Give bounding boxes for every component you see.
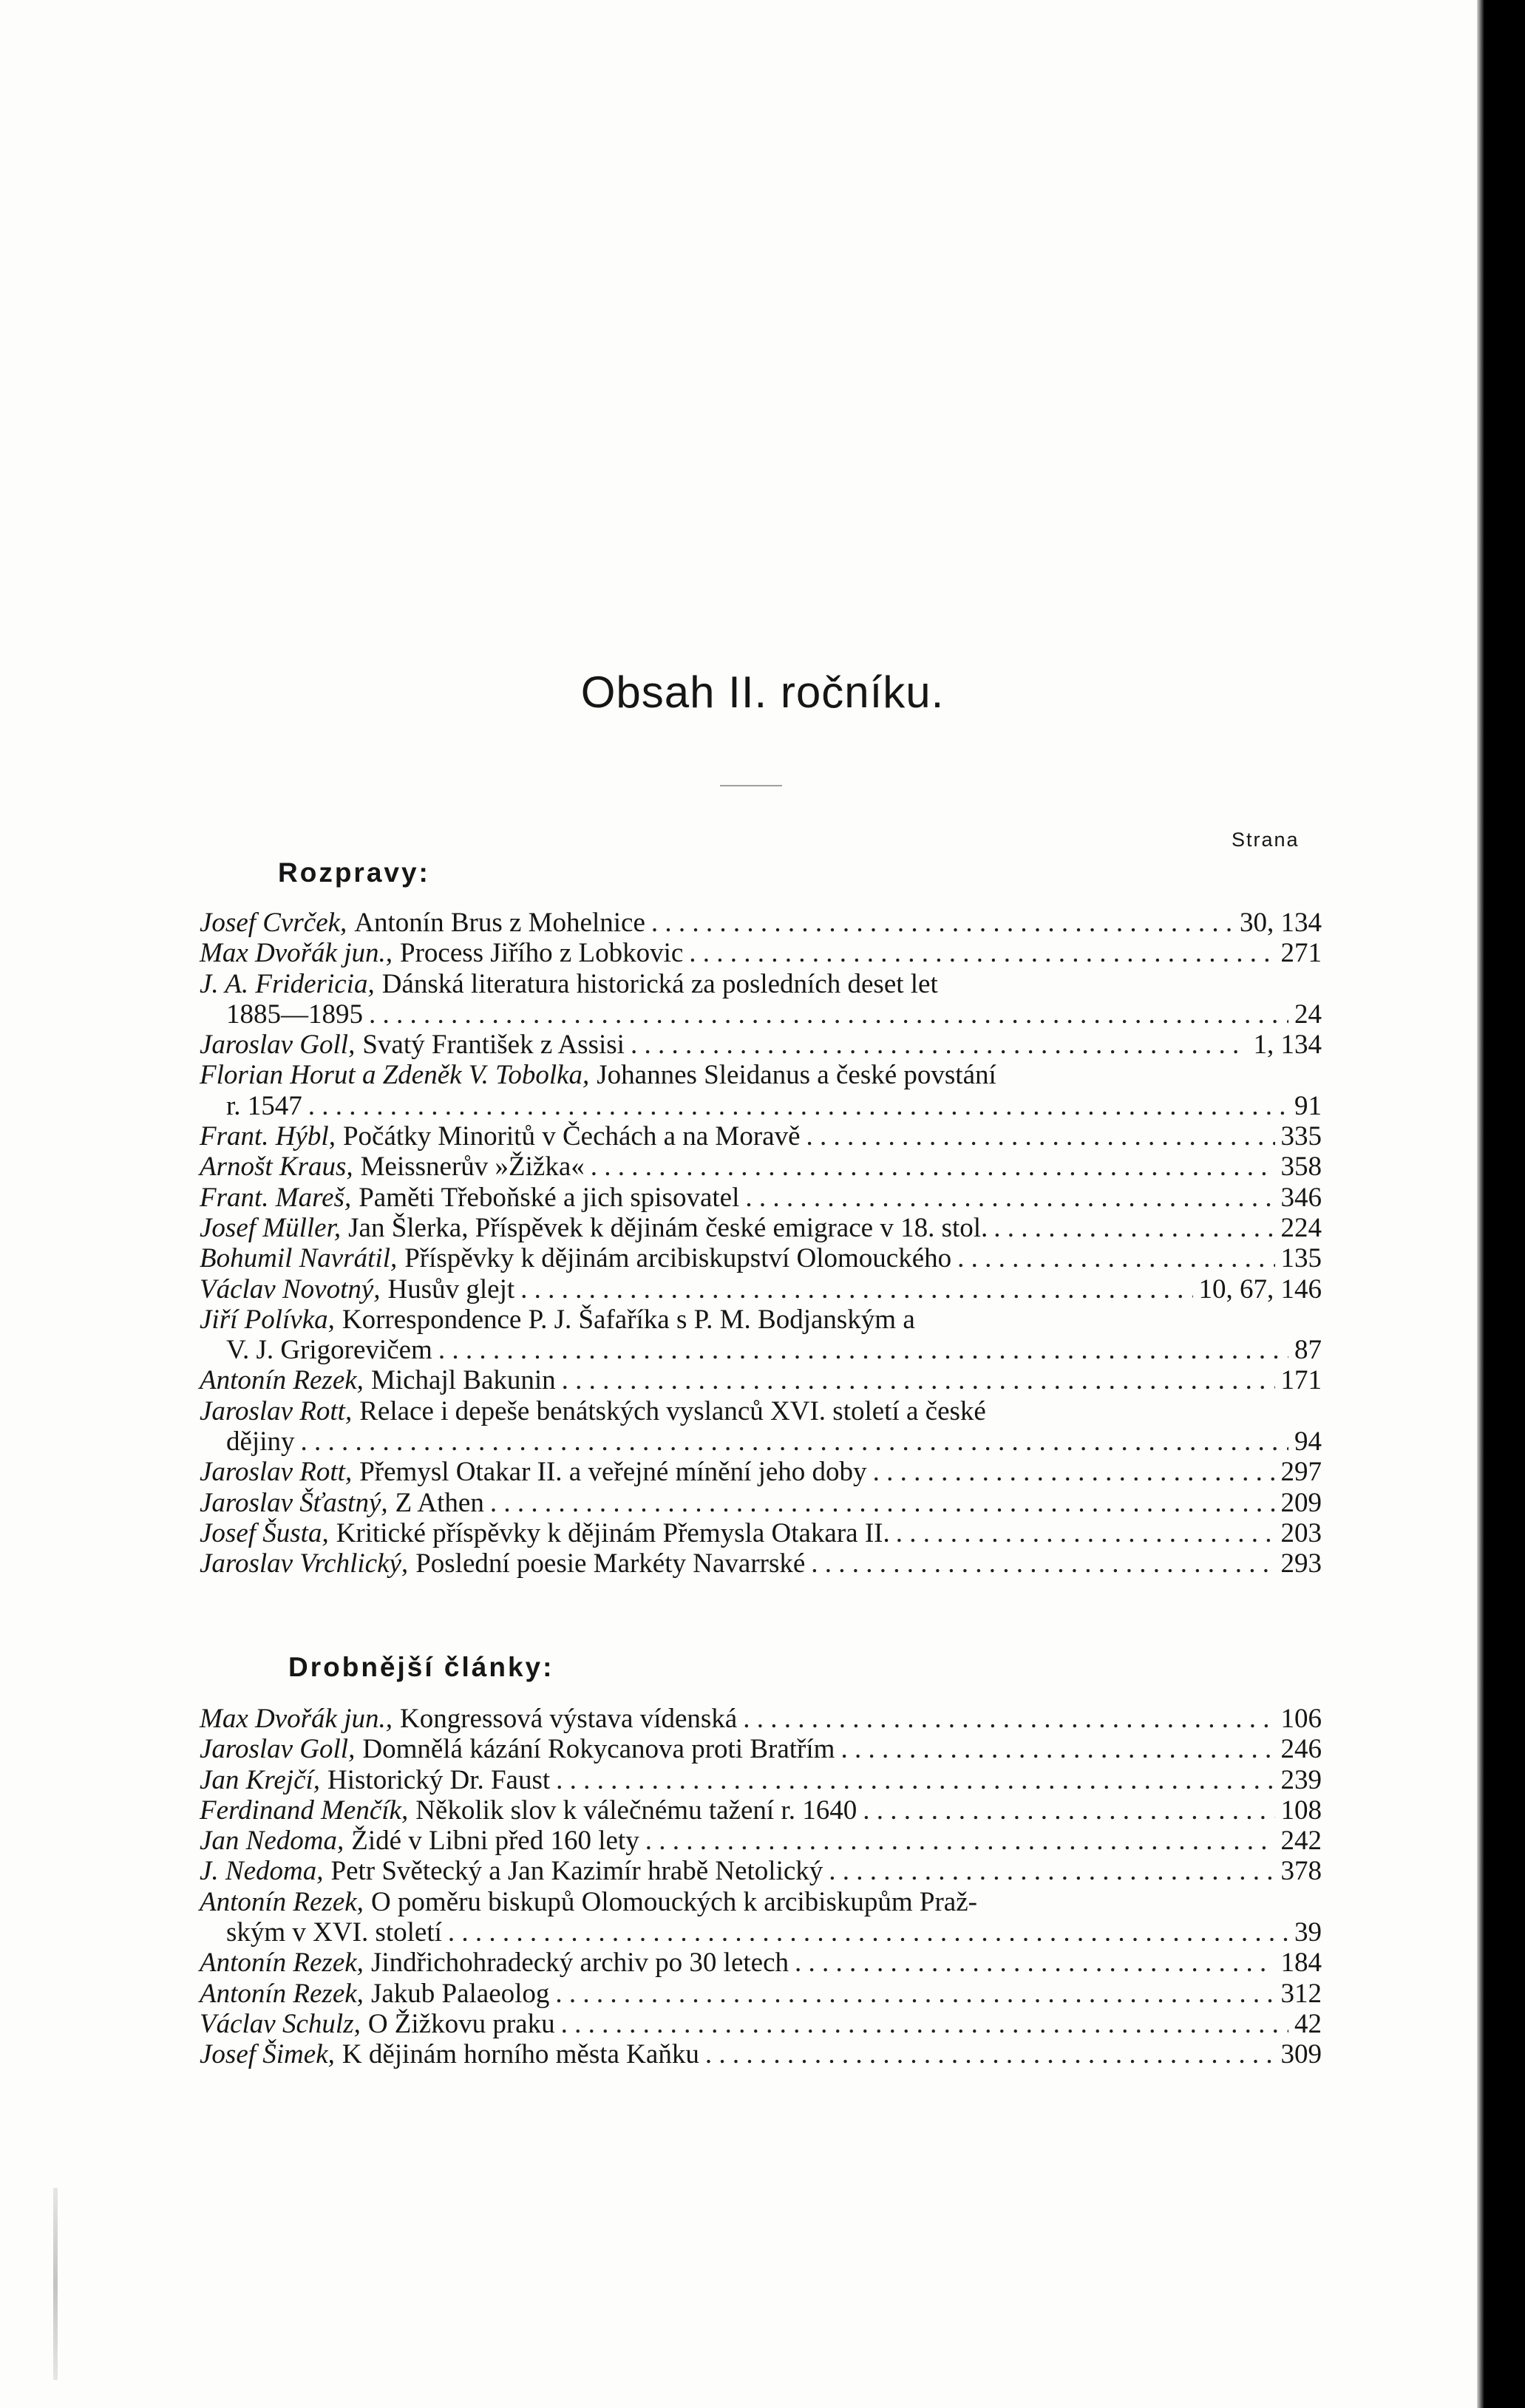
toc-entry-line [200,1979,1322,2009]
toc-entry-line [200,1518,1322,1548]
toc-author: J. A. Fridericia, [200,968,375,999]
toc-pages: 42 [1294,2008,1322,2039]
toc-author: Jaroslav Rott, [200,1457,353,1488]
toc-pages: 91 [1294,1090,1322,1121]
toc-pages: 184 [1280,1948,1322,1979]
toc-entry [200,1887,1322,1948]
toc-author: Jan Nedoma, [200,1826,344,1857]
toc-entry-line [200,1826,1322,1856]
toc-entry [200,1548,1322,1579]
toc-author: Max Dvořák jun., [200,1704,393,1734]
toc-entry [200,1030,1322,1060]
dot-leader [811,1548,1274,1579]
toc-entry-line [200,908,1322,938]
dot-leader [490,1488,1275,1518]
toc-entry [200,1979,1322,2009]
toc-pages: 106 [1280,1704,1322,1734]
toc-entry [200,1704,1322,1734]
toc-title: Historický Dr. Faust [327,1764,551,1795]
toc-author: Frant. Hýbl, [200,1121,336,1152]
toc-author: Antonín Rezek, [200,1886,364,1917]
toc-title: Antonín Brus z Mohelnice [354,908,645,938]
toc-entry-line [200,1795,1322,1826]
toc-entry-line [200,2009,1322,2039]
toc-pages: 246 [1280,1734,1322,1765]
toc-pages: 108 [1280,1795,1322,1826]
dot-leader [795,1948,1274,1978]
toc-entry-line [200,1152,1322,1182]
dot-leader [873,1457,1275,1487]
dot-leader [438,1335,1288,1365]
toc-author: Josef Cvrček, [200,908,347,938]
toc-entry-line [200,1488,1322,1518]
dot-leader [591,1152,1275,1182]
toc-pages: 358 [1280,1152,1322,1183]
toc-entry-line [200,1548,1322,1579]
toc-title: Petr Světecký a Jan Kazimír hrabě Netolický [330,1856,823,1887]
toc-title: Husův glejt [387,1273,515,1305]
toc-title-continuation: r. 1547 [226,1090,302,1121]
toc-entry [200,969,1322,1030]
toc-title-continuation: 1885—1895 [226,999,363,1030]
toc-entry [200,1856,1322,1886]
toc-entry-line [200,1396,1322,1426]
dot-leader [651,908,1234,938]
toc-entry [200,1183,1322,1213]
toc-pages: 309 [1280,2039,1322,2070]
toc-entry [200,2009,1322,2039]
toc-title: Jakub Palaeolog [370,1978,550,2009]
toc-entry [200,1305,1322,1366]
toc-entry [200,1396,1322,1458]
toc-author: Václav Schulz, [200,2008,361,2039]
toc-author: Josef Šusta, [200,1517,329,1548]
toc-entry-line [200,1887,1322,1917]
toc-pages: 378 [1280,1856,1322,1887]
toc-pages: 271 [1280,938,1322,969]
toc-author: Ferdinand Menčík, [200,1795,409,1826]
toc-pages: 335 [1280,1121,1322,1152]
toc-entry-line [200,1856,1322,1886]
dot-leader [806,1121,1275,1152]
toc-title: Počátky Minoritů v Čechách a na Moravě [342,1121,801,1152]
toc-pages: 224 [1280,1212,1322,1243]
toc-title: Domnělá kázání Rokycanova proti Bratřím [362,1734,835,1765]
toc-title: Několik slov k válečnému tažení r. 1640 [415,1795,857,1826]
dot-leader [689,938,1274,968]
toc-entry [200,908,1322,938]
toc-author: Jaroslav Goll, [200,1734,356,1765]
dot-leader [300,1426,1288,1457]
dot-leader [555,1979,1274,2009]
toc-entry-line [200,1030,1322,1060]
toc-pages: 1, 134 [1253,1030,1322,1061]
section-heading-drobnejsi: Drobnější články: [288,1652,554,1682]
dot-leader [745,1183,1274,1213]
toc-entry-continuation [200,999,1322,1030]
dot-leader [705,2039,1275,2069]
toc-title: Korrespondence P. J. Šafaříka s P. M. Bodjanským a [342,1304,915,1335]
dot-leader [743,1704,1274,1734]
toc-author: Jaroslav Vrchlický, [200,1548,409,1579]
page-title: Obsah II. ročníku. [580,667,945,717]
toc-pages: 135 [1280,1243,1322,1274]
toc-author: Václav Novotný, [200,1273,381,1305]
toc-pages: 293 [1280,1548,1322,1579]
toc-title: Z Athen [395,1487,484,1518]
toc-pages: 30, 134 [1240,908,1322,938]
dot-leader [369,999,1288,1030]
toc-entry-line [200,1704,1322,1734]
dot-leader [556,1765,1274,1795]
toc-entry-line [200,969,1322,999]
toc-title: Meissnerův »Žižka« [360,1152,585,1183]
toc-entry-line [200,1060,1322,1090]
toc-entry [200,1948,1322,1978]
scan-artifact [53,2188,58,2380]
toc-entry-line [200,1948,1322,1978]
toc-author: Arnošt Kraus, [200,1152,353,1183]
toc-title: K dějinám horního města Kaňku [342,2039,699,2070]
toc-entry-line [200,1765,1322,1795]
toc-pages: 312 [1280,1978,1322,2009]
toc-title: Relace i depeše benátských vyslanců XVI. století a české [359,1395,986,1426]
toc-title: O Žižkovu praku [367,2008,555,2039]
toc-author: Antonín Rezek, [200,1365,364,1396]
toc-title: Johannes Sleidanus a české povstání [597,1060,996,1091]
dot-leader [829,1856,1274,1886]
toc-pages: 171 [1280,1365,1322,1396]
toc-author: Jaroslav Goll, [200,1030,356,1061]
toc-pages: 203 [1280,1517,1322,1548]
toc-title: Židé v Libni před 160 lety [351,1826,639,1857]
toc-title: Jan Šlerka, Příspěvek k dějinám české emigrace v 18. stol. [348,1212,988,1243]
toc-entry-continuation [200,1917,1322,1948]
toc-pages: 239 [1280,1764,1322,1795]
page-column-header: Strana [1232,829,1300,851]
toc-author: Jiří Polívka, [200,1304,335,1335]
toc-entry-continuation [200,1335,1322,1365]
toc-entry-line [200,1243,1322,1273]
toc-entry [200,1243,1322,1273]
toc-entry-continuation [200,1091,1322,1121]
toc-entry [200,1765,1322,1795]
toc-pages: 10, 67, 146 [1198,1273,1322,1305]
toc-entry-line [200,1305,1322,1335]
dot-leader [448,1917,1288,1948]
toc-title: Poslední poesie Markéty Navarrské [415,1548,806,1579]
toc-author: Bohumil Navrátil, [200,1243,398,1274]
toc-title-continuation: V. J. Grigorevičem [226,1335,432,1366]
toc-title: Kongressová výstava vídenská [400,1704,738,1734]
toc-author: Jaroslav Rott, [200,1395,353,1426]
toc-title-continuation: dějiny [226,1426,295,1458]
toc-entry [200,1060,1322,1121]
toc-entry [200,1121,1322,1152]
toc-title: Svatý František z Assisi [362,1030,625,1061]
dot-leader [308,1091,1288,1121]
toc-entry-line [200,938,1322,968]
title-divider [720,785,782,786]
toc-entry [200,1457,1322,1487]
toc-title: Michajl Bakunin [370,1365,556,1396]
toc-entry-line [200,2039,1322,2069]
toc-title: Přemysl Otakar II. a veřejné mínění jeho doby [359,1457,867,1488]
toc-pages: 242 [1280,1826,1322,1857]
toc-title: Dánská literatura historická za posledních deset let [381,968,938,999]
toc-entry [200,1734,1322,1764]
toc-title: Kritické příspěvky k dějinám Přemysla Otakara II. [336,1517,890,1548]
toc-pages: 209 [1280,1487,1322,1518]
toc-author: Florian Horut a Zdeněk V. Tobolka, [200,1060,590,1091]
toc-entry [200,2039,1322,2069]
section-heading-rozpravy: Rozpravy: [278,857,430,888]
dot-leader [863,1795,1274,1826]
toc-entry [200,1518,1322,1548]
toc-entry [200,1826,1322,1856]
toc-title: O poměru biskupů Olomouckých k arcibiskupům Praž- [370,1886,977,1917]
toc-author: Antonín Rezek, [200,1978,364,2009]
toc-title: Paměti Třeboňské a jich spisovatel [359,1182,740,1213]
toc-entry-line [200,1213,1322,1243]
toc-pages: 346 [1280,1182,1322,1213]
dot-leader [957,1243,1274,1273]
toc-title: Process Jiřího z Lobkovic [400,938,684,969]
toc-entry [200,1795,1322,1826]
toc-entry-line [200,1365,1322,1395]
toc-pages: 87 [1294,1335,1322,1366]
toc-pages: 94 [1294,1426,1322,1458]
toc-title: Jindřichohradecký archiv po 30 letech [370,1948,789,1979]
toc-pages: 297 [1280,1457,1322,1488]
toc-list-rozpravy [200,908,1322,1579]
toc-entry [200,1213,1322,1243]
dot-leader [520,1274,1192,1305]
toc-title: Příspěvky k dějinám arcibiskupství Olomouckého [404,1243,952,1274]
toc-entry-line [200,1183,1322,1213]
toc-pages: 24 [1294,999,1322,1030]
toc-entry [200,938,1322,968]
dot-leader [561,2009,1288,2039]
toc-entry [200,1365,1322,1395]
toc-title-continuation: ským v XVI. století [226,1917,442,1948]
toc-pages: 39 [1294,1917,1322,1948]
toc-author: Josef Müller, [200,1212,342,1243]
toc-author: Frant. Mareš, [200,1182,352,1213]
toc-list-drobnejsi [200,1704,1322,2070]
dot-leader [562,1365,1275,1395]
toc-author: Max Dvořák jun., [200,938,393,969]
toc-author: J. Nedoma, [200,1856,324,1887]
toc-entry-line [200,1121,1322,1152]
toc-entry-continuation [200,1426,1322,1457]
toc-author: Jaroslav Šťastný, [200,1487,388,1518]
toc-entry [200,1274,1322,1305]
dot-leader [645,1826,1275,1856]
dot-leader [896,1518,1275,1548]
toc-author: Antonín Rezek, [200,1948,364,1979]
toc-entry [200,1152,1322,1182]
toc-author: Josef Šimek, [200,2039,335,2070]
toc-entry-line [200,1274,1322,1305]
toc-entry-line [200,1457,1322,1487]
page-edge [1477,0,1484,2408]
toc-entry-line [200,1734,1322,1764]
dot-leader [631,1030,1248,1060]
toc-entry [200,1488,1322,1518]
dot-leader [840,1734,1274,1764]
toc-author: Jan Krejčí, [200,1764,321,1795]
dot-leader [994,1213,1274,1243]
